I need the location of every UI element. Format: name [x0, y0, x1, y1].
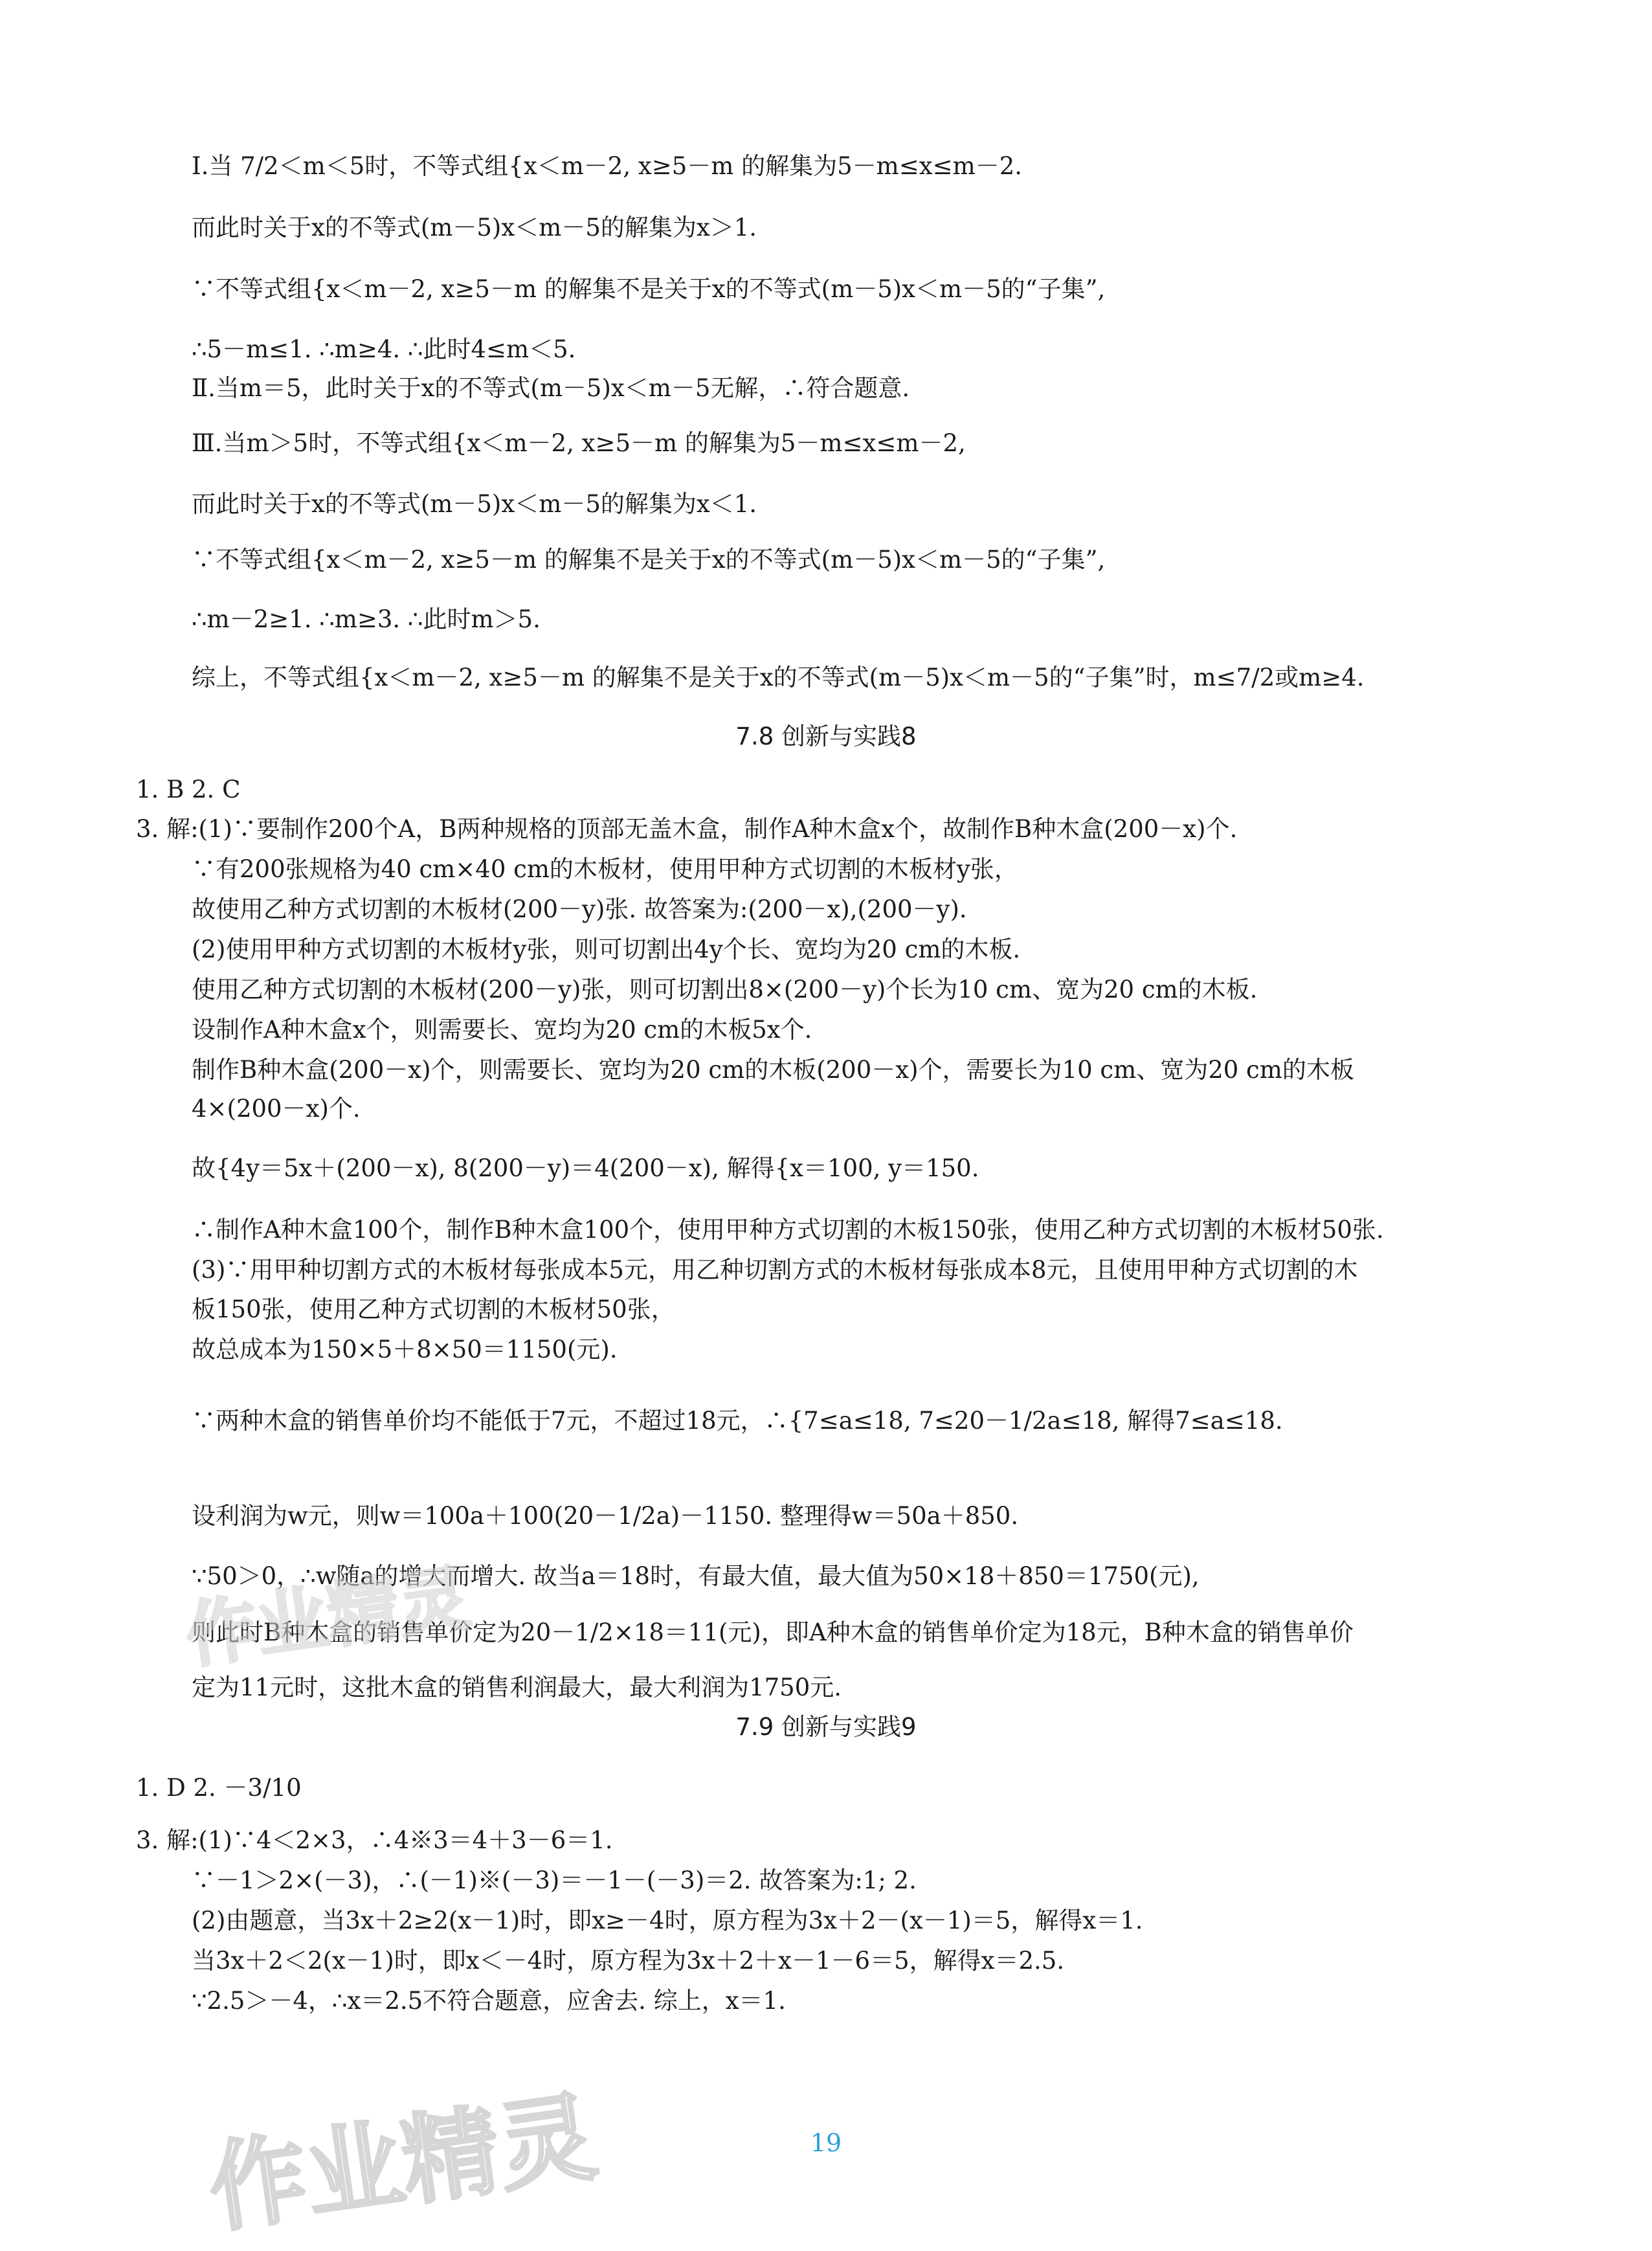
- text-line: 故{4y＝5x＋(200－x), 8(200－y)＝4(200－x), 解得{x＝100, y＝150.: [192, 1154, 979, 1182]
- text-line: 综上，不等式组{x＜m－2, x≥5－m 的解集不是关于x的不等式(m－5)x＜m－5的“子集”时，m≤7/2或m≥4.: [192, 664, 1365, 691]
- text-line: ∵两种木盒的销售单价均不能低于7元，不超过18元，∴{7≤a≤18, 7≤20－1/2a≤18, 解得7≤a≤18.: [192, 1407, 1283, 1435]
- text-line: 使用乙种方式切割的木板材(200－y)张，则可切割出8×(200－y)个长为10 cm、宽为20 cm的木板.: [192, 976, 1258, 1003]
- text-line: 板150张，使用乙种方式切割的木板材50张，: [192, 1295, 675, 1323]
- text-line: 1. D 2. －3/10: [136, 1774, 302, 1802]
- text-line: Ⅰ.当 7/2＜m＜5时，不等式组{x＜m－2, x≥5－m 的解集为5－m≤x≤m－2.: [192, 152, 1023, 180]
- section-heading: 7.8 创新与实践8: [735, 722, 917, 750]
- text-line: ∵2.5＞－4，∴x＝2.5不符合题意，应舍去. 综上，x＝1.: [192, 1987, 786, 2015]
- page-number: 19: [810, 2129, 842, 2157]
- text-line: (2)由题意，当3x＋2≥2(x－1)时，即x≥－4时，原方程为3x＋2－(x－1)＝5，解得x＝1.: [192, 1907, 1143, 1934]
- text-line: ∵50＞0，∴w随a的增大而增大. 故当a＝18时，有最大值，最大值为50×18＋850＝1750(元),: [192, 1562, 1200, 1590]
- section-heading: 7.9 创新与实践9: [735, 1713, 917, 1741]
- text-line: 而此时关于x的不等式(m－5)x＜m－5的解集为x＜1.: [192, 490, 757, 518]
- text-line: 故使用乙种方式切割的木板材(200－y)张. 故答案为:(200－x),(200－y).: [192, 895, 967, 923]
- text-line: 3. 解:(1)∵4＜2×3，∴4※3＝4＋3－6＝1.: [136, 1826, 613, 1854]
- text-line: ∵－1＞2×(－3)，∴(－1)※(－3)＝－1－(－3)＝2. 故答案为:1; 2.: [192, 1866, 917, 1894]
- text-line: ∴5－m≤1. ∴m≥4. ∴此时4≤m＜5.: [192, 335, 576, 363]
- text-line: ∵不等式组{x＜m－2, x≥5－m 的解集不是关于x的不等式(m－5)x＜m－5的“子集”,: [192, 275, 1106, 303]
- text-line: 则此时B种木盒的销售单价定为20－1/2×18＝11(元)，即A种木盒的销售单价定为18元，B种木盒的销售单价: [192, 1618, 1354, 1646]
- text-line: 设利润为w元，则w＝100a＋100(20－1/2a)－1150. 整理得w＝50a＋850.: [192, 1502, 1019, 1530]
- text-line: (3)∵用甲种切割方式的木板材每张成本5元，用乙种切割方式的木板材每张成本8元，且使用甲种方式切割的木: [192, 1256, 1358, 1284]
- watermark-logo: 作业精灵: [181, 1556, 475, 1678]
- text-line: ∵不等式组{x＜m－2, x≥5－m 的解集不是关于x的不等式(m－5)x＜m－5的“子集”,: [192, 546, 1106, 574]
- text-line: 设制作A种木盒x个，则需要长、宽均为20 cm的木板5x个.: [192, 1016, 812, 1044]
- text-line: 定为11元时，这批木盒的销售利润最大，最大利润为1750元.: [192, 1674, 842, 1701]
- text-line: Ⅱ.当m＝5，此时关于x的不等式(m－5)x＜m－5无解，∴符合题意.: [192, 374, 910, 402]
- text-line: 制作B种木盒(200－x)个，则需要长、宽均为20 cm的木板(200－x)个，需要长为10 cm、宽为20 cm的木板: [192, 1056, 1354, 1084]
- text-line: ∵有200张规格为40 cm×40 cm的木板材，使用甲种方式切割的木板材y张，: [192, 855, 1018, 883]
- text-line: 故总成本为150×5＋8×50＝1150(元).: [192, 1336, 618, 1363]
- text-line: ∴制作A种木盒100个，制作B种木盒100个，使用甲种方式切割的木板150张，使用乙种方式切割的木板材50张.: [192, 1216, 1384, 1244]
- watermark-logo: 作业精灵: [202, 2080, 603, 2246]
- text-line: 当3x＋2＜2(x－1)时，即x＜－4时，原方程为3x＋2＋x－1－6＝5，解得x＝2.5.: [192, 1947, 1065, 1975]
- text-line: 4×(200－x)个.: [192, 1095, 361, 1123]
- text-line: 而此时关于x的不等式(m－5)x＜m－5的解集为x＞1.: [192, 214, 757, 241]
- text-line: 3. 解:(1)∵要制作200个A，B两种规格的顶部无盖木盒，制作A种木盒x个，故制作B种木盒(200－x)个.: [136, 815, 1238, 843]
- text-line: Ⅲ.当m＞5时，不等式组{x＜m－2, x≥5－m 的解集为5－m≤x≤m－2,: [192, 429, 966, 457]
- text-line: ∴m－2≥1. ∴m≥3. ∴此时m＞5.: [192, 605, 541, 633]
- text-line: 1. B 2. C: [136, 776, 241, 803]
- text-line: (2)使用甲种方式切割的木板材y张，则可切割出4y个长、宽均为20 cm的木板.: [192, 935, 1021, 963]
